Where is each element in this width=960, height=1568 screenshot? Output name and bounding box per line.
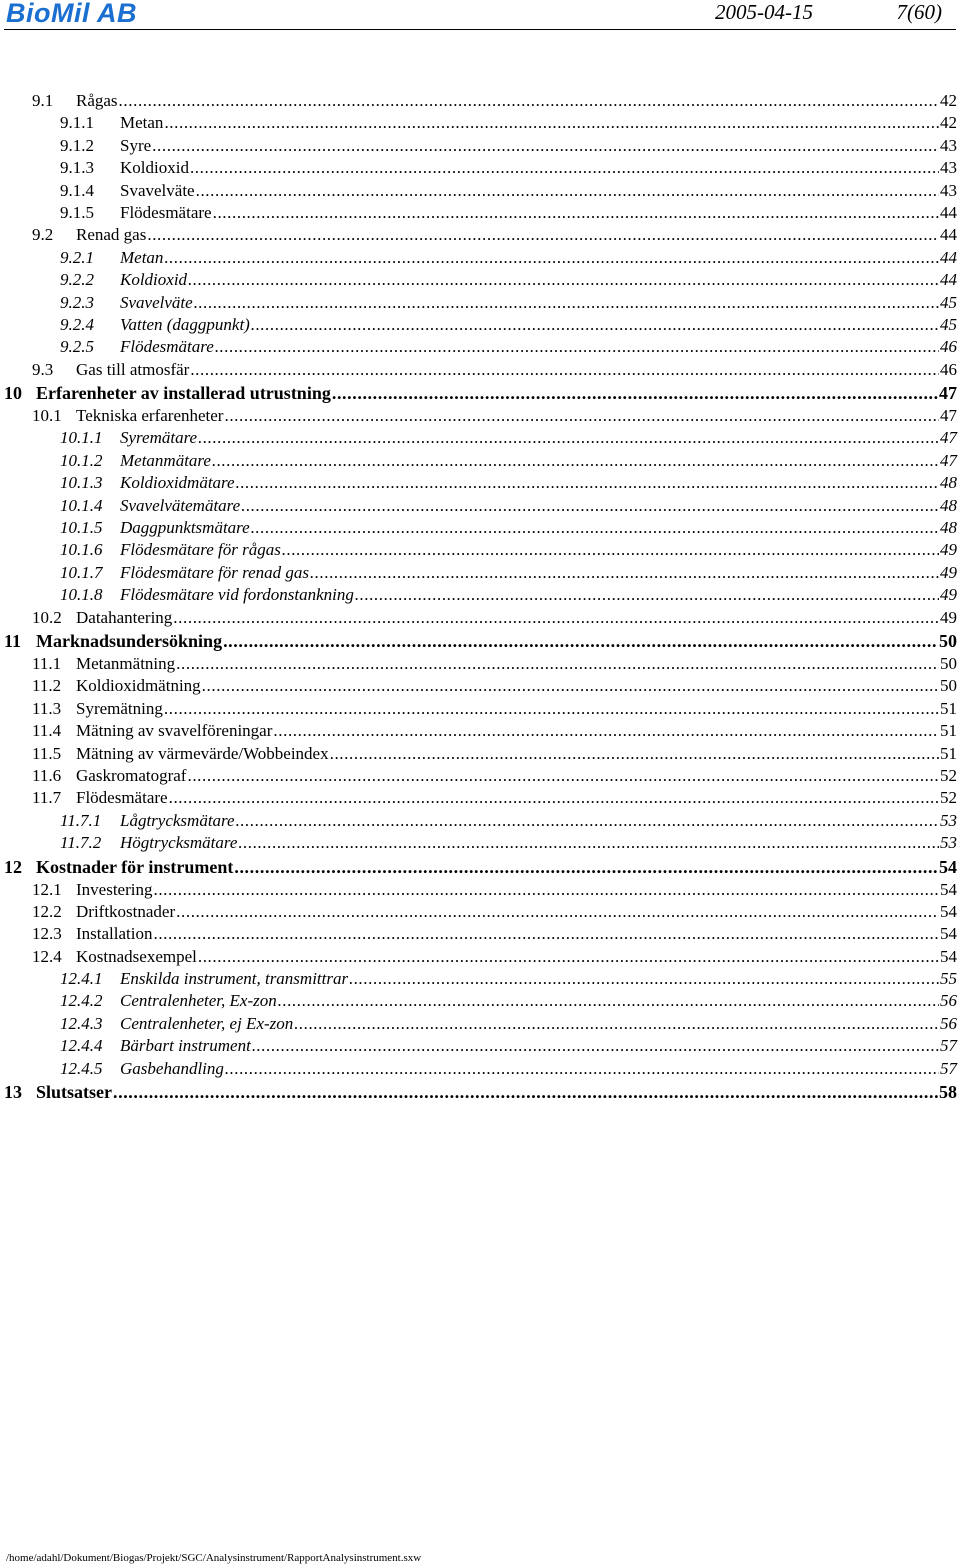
toc-entry[interactable] bbox=[0, 562, 960, 584]
toc-entry[interactable] bbox=[0, 1058, 960, 1080]
toc-entry[interactable] bbox=[0, 855, 960, 879]
toc-entry-number: 12 bbox=[4, 856, 22, 877]
toc-dot-leader bbox=[152, 135, 939, 157]
toc-entry-number: 10.1.7 bbox=[60, 562, 103, 582]
toc-dot-leader bbox=[164, 112, 939, 134]
toc-entry-page: 48 bbox=[940, 473, 957, 493]
toc-dot-leader bbox=[153, 923, 939, 945]
toc-entry-title: Koldioxidmätning bbox=[76, 676, 201, 696]
toc-entry-page: 45 bbox=[940, 292, 957, 312]
toc-entry-title: Rågas bbox=[76, 91, 118, 110]
toc-entry[interactable] bbox=[0, 990, 960, 1012]
toc-entry-number: 12.4.5 bbox=[60, 1058, 103, 1078]
toc-dot-leader bbox=[225, 1058, 939, 1080]
toc-entry-number: 11.6 bbox=[32, 765, 62, 785]
toc-entry-page: 53 bbox=[940, 833, 957, 853]
toc-entry-title: Syremätning bbox=[76, 698, 163, 718]
toc-entry-number: 9.2.4 bbox=[60, 314, 94, 334]
toc-dot-leader bbox=[273, 720, 939, 742]
toc-entry-number: 9.1.1 bbox=[60, 113, 94, 133]
toc-entry-title: Koldioxid bbox=[120, 158, 189, 178]
toc-entry[interactable] bbox=[0, 1080, 960, 1104]
toc-entry-number: 12.4.2 bbox=[60, 991, 103, 1011]
toc-entry-page: 49 bbox=[940, 607, 957, 627]
table-of-contents bbox=[0, 90, 960, 1104]
toc-dot-leader bbox=[330, 743, 939, 765]
toc-entry-page: 47 bbox=[940, 450, 957, 470]
toc-dot-leader bbox=[188, 269, 939, 291]
page-header bbox=[0, 0, 960, 28]
toc-entry-page: 57 bbox=[940, 1058, 957, 1078]
toc-dot-leader bbox=[119, 90, 939, 112]
toc-entry-page: 46 bbox=[940, 359, 957, 379]
toc-entry-title: Datahantering bbox=[76, 607, 173, 627]
toc-entry[interactable] bbox=[0, 135, 960, 157]
toc-entry-number: 11.7.2 bbox=[60, 833, 102, 853]
toc-entry-title: Flödesmätare för rågas bbox=[120, 540, 281, 560]
toc-entry-page: 51 bbox=[940, 743, 957, 763]
toc-dot-leader bbox=[251, 314, 939, 336]
toc-entry-title: Bärbart instrument bbox=[120, 1036, 251, 1056]
toc-entry-number: 11.1 bbox=[32, 653, 62, 673]
toc-entry-number: 11.3 bbox=[32, 698, 62, 718]
toc-entry[interactable] bbox=[0, 381, 960, 405]
toc-entry-page: 45 bbox=[940, 314, 957, 334]
toc-entry-number: 10.1.1 bbox=[60, 428, 103, 448]
toc-entry-number: 10.2 bbox=[32, 607, 62, 627]
toc-entry-title: Kostnader för instrument bbox=[36, 856, 234, 877]
toc-entry-title: Flödesmätare bbox=[120, 202, 212, 222]
toc-entry[interactable] bbox=[0, 180, 960, 202]
toc-entry-title: Koldioxid bbox=[120, 270, 188, 290]
toc-entry[interactable] bbox=[0, 112, 960, 134]
toc-entry-title: Centralenheter, Ex-zon bbox=[120, 991, 277, 1011]
toc-entry-page: 47 bbox=[940, 428, 957, 448]
toc-entry-number: 11.2 bbox=[32, 676, 62, 696]
toc-entry-title: Marknadsundersökning bbox=[36, 630, 223, 651]
toc-entry-number: 9.1.3 bbox=[60, 158, 94, 178]
toc-entry-title: Gaskromatograf bbox=[76, 765, 187, 785]
toc-dot-leader bbox=[176, 653, 939, 675]
toc-entry-page: 42 bbox=[940, 91, 957, 110]
toc-entry-title: Daggpunktsmätare bbox=[120, 518, 250, 538]
toc-entry-number: 9.2.2 bbox=[60, 270, 94, 290]
toc-dot-leader bbox=[212, 450, 939, 472]
toc-dot-leader bbox=[187, 765, 939, 787]
toc-entry-title: Flödesmätare bbox=[76, 788, 168, 808]
toc-entry[interactable] bbox=[0, 1013, 960, 1035]
toc-entry-number: 12.4.4 bbox=[60, 1036, 103, 1056]
toc-entry[interactable] bbox=[0, 629, 960, 653]
toc-entry-page: 55 bbox=[940, 969, 957, 989]
toc-entry-page: 52 bbox=[940, 788, 957, 808]
toc-entry-page: 54 bbox=[939, 856, 957, 877]
toc-entry[interactable] bbox=[0, 336, 960, 358]
toc-entry[interactable] bbox=[0, 539, 960, 561]
toc-entry-title: Centralenheter, ej Ex-zon bbox=[120, 1013, 294, 1033]
toc-entry-title: Vatten (daggpunkt) bbox=[120, 314, 250, 334]
toc-entry[interactable] bbox=[0, 720, 960, 742]
toc-entry-number: 9.2 bbox=[32, 225, 54, 245]
toc-entry[interactable] bbox=[0, 923, 960, 945]
toc-dot-leader bbox=[236, 472, 939, 494]
toc-entry-title: Metan bbox=[120, 247, 164, 267]
toc-entry-title: Kostnadsexempel bbox=[76, 946, 197, 966]
toc-dot-leader bbox=[241, 495, 939, 517]
toc-entry-title: Gas till atmosfär bbox=[76, 359, 190, 379]
toc-dot-leader bbox=[236, 810, 939, 832]
toc-entry-number: 10.1 bbox=[32, 406, 62, 426]
toc-entry-title: Flödesmätare bbox=[120, 337, 214, 357]
toc-dot-leader bbox=[223, 629, 938, 653]
toc-entry[interactable] bbox=[0, 292, 960, 314]
toc-dot-leader bbox=[202, 675, 939, 697]
toc-entry-page: 49 bbox=[940, 562, 957, 582]
toc-entry-number: 12.2 bbox=[32, 901, 62, 921]
toc-entry-number: 10.1.3 bbox=[60, 473, 103, 493]
toc-entry[interactable] bbox=[0, 450, 960, 472]
toc-entry-page: 48 bbox=[940, 495, 957, 515]
toc-dot-leader bbox=[169, 787, 939, 809]
toc-entry-title: Svavelväte bbox=[120, 180, 195, 200]
toc-entry-page: 56 bbox=[940, 1013, 957, 1033]
toc-entry-title: Syre bbox=[120, 135, 152, 155]
toc-entry[interactable] bbox=[0, 517, 960, 539]
toc-dot-leader bbox=[113, 1080, 938, 1104]
toc-dot-leader bbox=[252, 1035, 939, 1057]
toc-entry-number: 10.1.8 bbox=[60, 585, 103, 605]
toc-dot-leader bbox=[349, 968, 939, 990]
toc-entry-title: Driftkostnader bbox=[76, 901, 176, 921]
toc-entry-number: 9.1.5 bbox=[60, 202, 94, 222]
toc-dot-leader bbox=[194, 292, 939, 314]
toc-dot-leader bbox=[332, 381, 938, 405]
header-date: 2005-04-15 bbox=[715, 0, 813, 24]
header-page-number: 7(60) bbox=[896, 0, 942, 24]
footer-file-path: /home/adahl/Dokument/Biogas/Projekt/SGC/Analysinstrument/RapportAnalysinstrument.sxw bbox=[6, 1552, 422, 1564]
toc-entry-page: 54 bbox=[940, 901, 957, 921]
toc-entry[interactable] bbox=[0, 743, 960, 765]
toc-entry-number: 12.4.1 bbox=[60, 969, 103, 989]
toc-entry-number: 11.7 bbox=[32, 788, 62, 808]
toc-entry-page: 42 bbox=[940, 113, 957, 133]
toc-entry-page: 51 bbox=[940, 698, 957, 718]
toc-entry-page: 56 bbox=[940, 991, 957, 1011]
toc-entry-title: Renad gas bbox=[76, 225, 147, 245]
toc-dot-leader bbox=[213, 202, 939, 224]
toc-entry[interactable] bbox=[0, 495, 960, 517]
toc-entry[interactable] bbox=[0, 405, 960, 427]
toc-dot-leader bbox=[147, 224, 939, 246]
toc-entry[interactable] bbox=[0, 427, 960, 449]
toc-entry[interactable] bbox=[0, 224, 960, 246]
toc-entry-title: Investering bbox=[76, 879, 153, 899]
toc-entry-number: 10.1.2 bbox=[60, 450, 103, 470]
toc-entry-number: 9.1 bbox=[32, 91, 54, 110]
toc-entry[interactable] bbox=[0, 698, 960, 720]
toc-entry-title: Flödesmätare för renad gas bbox=[120, 562, 310, 582]
toc-entry-page: 51 bbox=[940, 721, 957, 741]
toc-entry-title: Metanmätare bbox=[120, 450, 211, 470]
header-rule bbox=[4, 29, 956, 30]
toc-entry[interactable] bbox=[0, 946, 960, 968]
toc-entry-number: 12.4 bbox=[32, 946, 62, 966]
toc-entry-number: 12.3 bbox=[32, 924, 62, 944]
toc-entry-number: 10.1.5 bbox=[60, 518, 103, 538]
toc-entry-number: 9.2.1 bbox=[60, 247, 94, 267]
toc-entry-page: 49 bbox=[940, 585, 957, 605]
toc-entry-title: Mätning av värmevärde/Wobbeindex bbox=[76, 743, 329, 763]
toc-entry-number: 9.1.2 bbox=[60, 135, 94, 155]
toc-entry-title: Flödesmätare vid fordonstankning bbox=[120, 585, 354, 605]
toc-dot-leader bbox=[190, 157, 939, 179]
toc-dot-leader bbox=[164, 247, 939, 269]
toc-entry-number: 12.1 bbox=[32, 879, 62, 899]
toc-entry[interactable] bbox=[0, 787, 960, 809]
toc-entry[interactable] bbox=[0, 359, 960, 381]
toc-entry[interactable] bbox=[0, 247, 960, 269]
toc-dot-leader bbox=[164, 698, 939, 720]
toc-entry-page: 47 bbox=[939, 383, 957, 404]
toc-dot-leader bbox=[282, 539, 939, 561]
toc-entry-title: Erfarenheter av installerad utrustning bbox=[36, 383, 331, 404]
toc-entry-number: 11 bbox=[4, 630, 22, 651]
toc-entry-title: Koldioxidmätare bbox=[120, 473, 235, 493]
toc-entry-number: 9.2.3 bbox=[60, 292, 94, 312]
toc-entry-title: Syremätare bbox=[120, 428, 198, 448]
toc-dot-leader bbox=[198, 946, 939, 968]
toc-dot-leader bbox=[176, 901, 939, 923]
toc-entry-number: 10 bbox=[4, 383, 22, 404]
toc-entry-page: 43 bbox=[940, 180, 957, 200]
toc-entry-number: 9.3 bbox=[32, 359, 54, 379]
toc-dot-leader bbox=[190, 359, 939, 381]
toc-entry-page: 43 bbox=[940, 135, 957, 155]
toc-entry-title: Gasbehandling bbox=[120, 1058, 224, 1078]
toc-entry-page: 44 bbox=[940, 202, 957, 222]
toc-dot-leader bbox=[310, 562, 939, 584]
company-logo: BioMil AB bbox=[6, 0, 137, 28]
toc-entry-number: 12.4.3 bbox=[60, 1013, 103, 1033]
toc-entry-page: 48 bbox=[940, 518, 957, 538]
toc-dot-leader bbox=[234, 855, 938, 879]
toc-dot-leader bbox=[173, 607, 939, 629]
toc-entry-page: 54 bbox=[940, 946, 957, 966]
toc-entry-number: 9.2.5 bbox=[60, 337, 94, 357]
toc-dot-leader bbox=[251, 517, 939, 539]
toc-entry-page: 49 bbox=[940, 540, 957, 560]
toc-entry[interactable] bbox=[0, 472, 960, 494]
toc-entry[interactable] bbox=[0, 90, 960, 112]
toc-entry-page: 54 bbox=[940, 879, 957, 899]
toc-entry-page: 50 bbox=[940, 676, 957, 696]
toc-entry-page: 47 bbox=[940, 406, 957, 426]
toc-dot-leader bbox=[355, 584, 939, 606]
toc-entry-page: 52 bbox=[940, 765, 957, 785]
toc-entry-number: 13 bbox=[4, 1082, 22, 1103]
toc-entry-title: Installation bbox=[76, 924, 153, 944]
toc-entry-page: 43 bbox=[940, 158, 957, 178]
toc-entry-page: 44 bbox=[940, 225, 957, 245]
toc-entry-title: Mätning av svavelföreningar bbox=[76, 721, 273, 741]
toc-entry-number: 11.4 bbox=[32, 721, 62, 741]
toc-entry[interactable] bbox=[0, 584, 960, 606]
toc-entry[interactable] bbox=[0, 269, 960, 291]
toc-entry[interactable] bbox=[0, 157, 960, 179]
toc-dot-leader bbox=[224, 405, 939, 427]
toc-entry-number: 11.5 bbox=[32, 743, 62, 763]
toc-entry-title: Lågtrycksmätare bbox=[120, 810, 235, 830]
toc-entry-number: 11.7.1 bbox=[60, 810, 102, 830]
toc-entry[interactable] bbox=[0, 202, 960, 224]
toc-dot-leader bbox=[294, 1013, 939, 1035]
toc-dot-leader bbox=[196, 180, 939, 202]
toc-entry[interactable] bbox=[0, 832, 960, 854]
toc-dot-leader bbox=[198, 427, 939, 449]
toc-entry-number: 10.1.6 bbox=[60, 540, 103, 560]
toc-entry[interactable] bbox=[0, 879, 960, 901]
toc-entry[interactable] bbox=[0, 1035, 960, 1057]
toc-entry-number: 9.1.4 bbox=[60, 180, 94, 200]
toc-entry-page: 44 bbox=[940, 247, 957, 267]
toc-entry-page: 53 bbox=[940, 810, 957, 830]
toc-dot-leader bbox=[238, 832, 939, 854]
toc-entry-title: Svavelväte bbox=[120, 292, 193, 312]
toc-dot-leader bbox=[153, 879, 939, 901]
toc-entry-page: 44 bbox=[940, 270, 957, 290]
toc-entry[interactable] bbox=[0, 675, 960, 697]
toc-entry-page: 58 bbox=[939, 1082, 957, 1103]
toc-entry[interactable] bbox=[0, 653, 960, 675]
toc-dot-leader bbox=[215, 336, 939, 358]
toc-entry[interactable] bbox=[0, 968, 960, 990]
toc-entry-page: 50 bbox=[940, 653, 957, 673]
toc-dot-leader bbox=[278, 990, 939, 1012]
toc-entry-title: Enskilda instrument, transmittrar bbox=[120, 969, 349, 989]
toc-entry-page: 50 bbox=[939, 630, 957, 651]
toc-entry-title: Svavelvätemätare bbox=[120, 495, 241, 515]
toc-entry[interactable] bbox=[0, 810, 960, 832]
toc-entry-page: 46 bbox=[940, 337, 957, 357]
toc-entry-page: 57 bbox=[940, 1036, 957, 1056]
toc-entry-page: 54 bbox=[940, 924, 957, 944]
toc-entry-title: Metan bbox=[120, 113, 164, 133]
toc-entry[interactable] bbox=[0, 765, 960, 787]
toc-entry-number: 10.1.4 bbox=[60, 495, 103, 515]
toc-entry[interactable] bbox=[0, 314, 960, 336]
toc-entry[interactable] bbox=[0, 607, 960, 629]
toc-entry-title: Slutsatser bbox=[36, 1082, 112, 1103]
toc-entry-title: Högtrycksmätare bbox=[120, 833, 238, 853]
toc-entry[interactable] bbox=[0, 901, 960, 923]
toc-entry-title: Tekniska erfarenheter bbox=[76, 406, 224, 426]
toc-entry-title: Metanmätning bbox=[76, 653, 176, 673]
